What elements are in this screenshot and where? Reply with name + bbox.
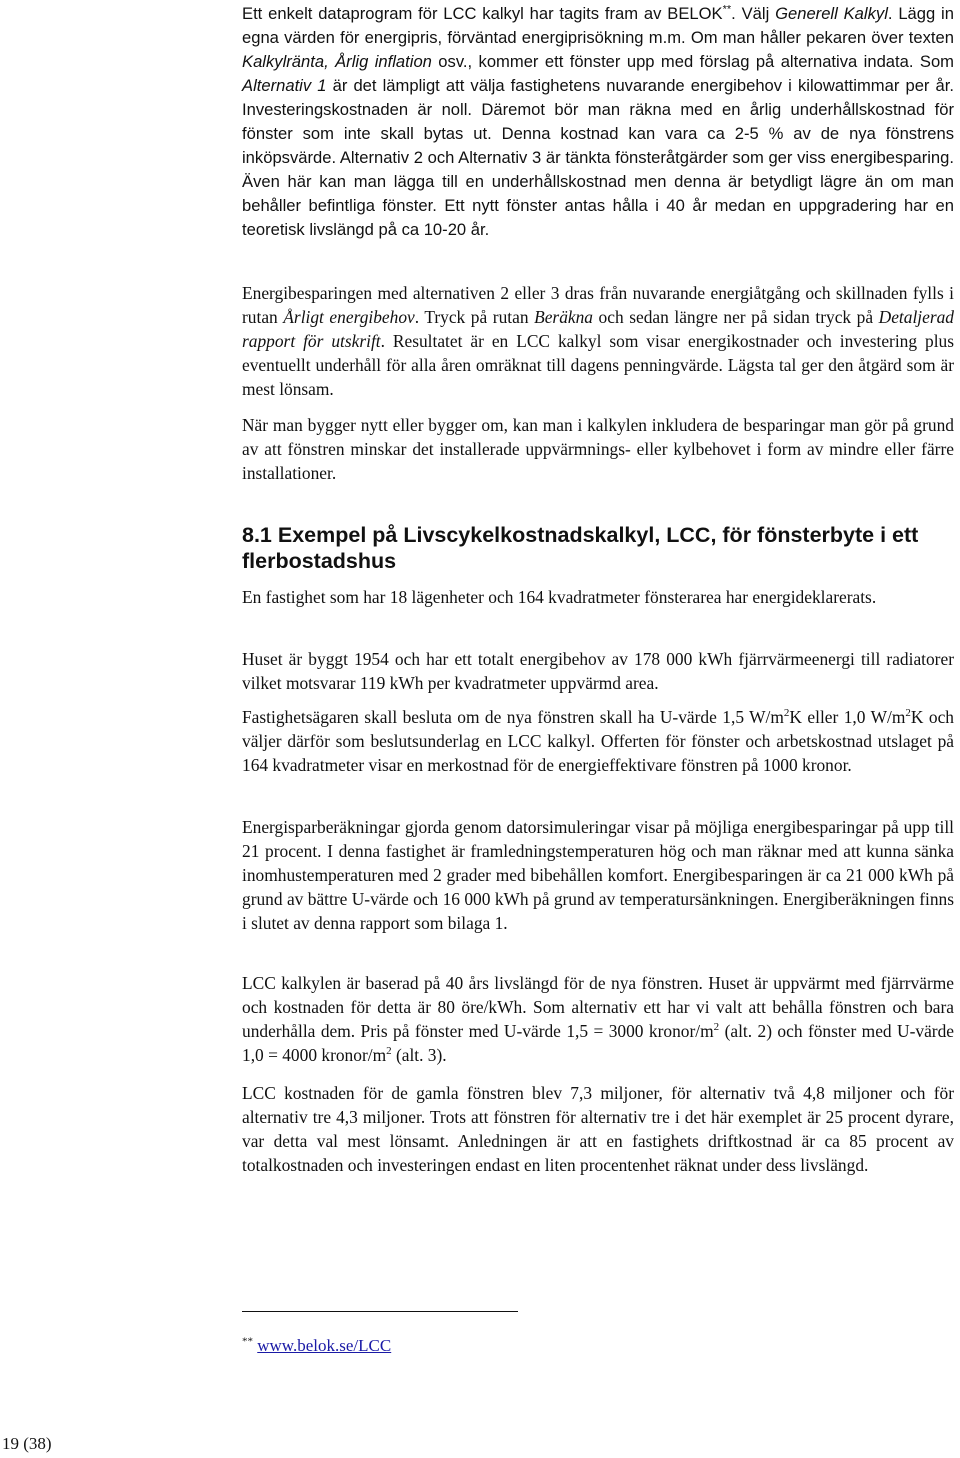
intro-text: Ett enkelt dataprogram för LCC kalkyl har tagits fram av BELOK	[242, 4, 723, 23]
intro-text: är det lämpligt att välja fastighetens nuvarande energibehov i kilowattimmar per år. Investeringskostnaden är noll. Däremot bör man räkna med en årlig underhållskostnad för fönster som inte skall bytas ut. Denna kostnad kan vara ca 2-5 % av de nya fönstrens inköpsvärde. Alternativ 2 och Alternativ 3 är tänkta fönsteråtgärder som ger viss energibesparing. Även här kan man lägga till en underhållskostnad men denna är betydligt lägre än om man behåller befintliga fönster. Ett nytt fönster antas hålla i 40 år medan en uppgradering har en teoretisk livslängd på ca 10-20 år.	[242, 76, 954, 239]
paragraph-text: LCC kalkylen är baserad på 40 års livslängd för de nya fönstren. Huset är uppvärmt med fjärrvärme och kostnaden för detta är 80 öre/kWh. Som alternativ ett har vi valt att behålla fönstren och bara underhålla dem. Pris på fönster med U-värde 1,5 = 3000 kronor/m	[242, 973, 954, 1041]
footnote-link[interactable]: www.belok.se/LCC	[257, 1336, 392, 1355]
savings-paragraph	[242, 281, 954, 401]
paragraph-text: . Tryck på rutan	[414, 307, 535, 327]
paragraph-text: Energibesparingen med alternativen 2 eller 3 dras från nuvarande energiåtgång och skillnaden fylls i rutan	[242, 283, 954, 327]
superscript: 2	[905, 707, 911, 720]
footnote-marker: **	[242, 1335, 253, 1348]
paragraph-text: . Resultatet är en LCC kalkyl som visar energikostnader och investering plus eventuellt underhåll för alla åren omräknat till dagens penningvärde. Lägsta tal ger den åtgärd som är mest lönsam.	[242, 331, 954, 399]
footnote	[242, 1334, 391, 1358]
paragraph-emphasis: Detaljerad rapport för utskrift	[242, 307, 955, 351]
page-number: 19 (38)	[2, 1434, 52, 1453]
footnote-reference: **	[722, 3, 732, 16]
intro-paragraph	[242, 2, 954, 242]
footnote-divider	[242, 1311, 518, 1312]
section-paragraph-1: En fastighet som har 18 lägenheter och 164 kvadratmeter fönsterarea har energideklarerats.	[242, 587, 877, 607]
superscript: 2	[386, 1045, 392, 1058]
paragraph-text: (alt. 3).	[391, 1045, 447, 1065]
paragraph-text: K och väljer därför som beslutsunderlag en LCC kalkyl. Offerten för fönster och arbetskostnad utslaget på 164 kvadratmeter visar en merkostnad för de energieffektivare fönstren på 1000 kronor.	[242, 707, 954, 775]
intro-emphasis: Generell Kalkyl	[775, 4, 888, 23]
paragraph-text: och sedan längre ner på sidan tryck på	[593, 307, 879, 327]
section-paragraph-5	[242, 971, 954, 1067]
paragraph-text: K eller 1,0 W/m	[789, 707, 906, 727]
superscript: 2	[713, 1021, 720, 1034]
section-paragraph-2: Huset är byggt 1954 och har ett totalt energibehov av 178 000 kWh fjärrvärmeenergi till radiatorer vilket motsvarar 119 kWh per kvadratmeter uppvärmd area.	[242, 649, 954, 693]
paragraph-emphasis: Beräkna	[534, 307, 593, 327]
new-build-paragraph: När man bygger nytt eller bygger om, kan man i kalkylen inkludera de besparingar man gör på grund av att fönstren minskar det installerade uppvärmnings- eller kylbehovet i form av mindre eller färre installationer.	[242, 415, 954, 483]
intro-text: osv., kommer ett fönster upp med förslag på alternativa indata. Som	[431, 52, 955, 71]
section-paragraph-3	[242, 705, 954, 777]
paragraph-emphasis: Årligt energibehov	[283, 307, 415, 327]
intro-text: . Välj	[731, 4, 776, 23]
paragraph-text: (alt. 2) och fönster med U-värde 1,0 = 4000 kronor/m	[242, 1021, 954, 1065]
intro-text: . Lägg in egna värden för energipris, förväntad energiprisökning m.m. Om man håller pekaren över texten	[242, 4, 954, 47]
superscript: 2	[783, 707, 790, 720]
intro-emphasis: Kalkylränta, Årlig inflation	[242, 52, 432, 71]
intro-emphasis: Alternativ 1	[242, 76, 327, 95]
section-paragraph-6: LCC kostnaden för de gamla fönstren blev 7,3 miljoner, för alternativ två 4,8 miljoner och för alternativ tre 4,3 miljoner. Trots att fönstren för alternativ tre i det här exemplet är 25 procent dyrare, var detta val mest lönsamt. Anledningen är att en fastighets driftkostnad är ca 85 procent av totalkostnaden och investeringen endast en liten procentenhet räknat under dess livslängd.	[242, 1083, 954, 1175]
section-heading: 8.1 Exempel på Livscykelkostnadskalkyl, LCC, för fönsterbyte i ett flerbostadshus	[242, 523, 919, 573]
section-paragraph-4: Energisparberäkningar gjorda genom datorsimuleringar visar på möjliga energibesparingar på upp till 21 procent. I denna fastighet är framledningstemperaturen hög och man räknar med att kunna sänka inomhustemperaturen med 2 grader med bibehållen komfort. Energibesparingen är ca 21 000 kWh på grund av bättre U-värde och 16 000 kWh på grund av temperatursänkningen. Energiberäkningen finns i slutet av denna rapport som bilaga 1.	[242, 817, 954, 933]
paragraph-text: Fastighetsägaren skall besluta om de nya fönstren skall ha U-värde 1,5 W/m	[242, 707, 784, 727]
